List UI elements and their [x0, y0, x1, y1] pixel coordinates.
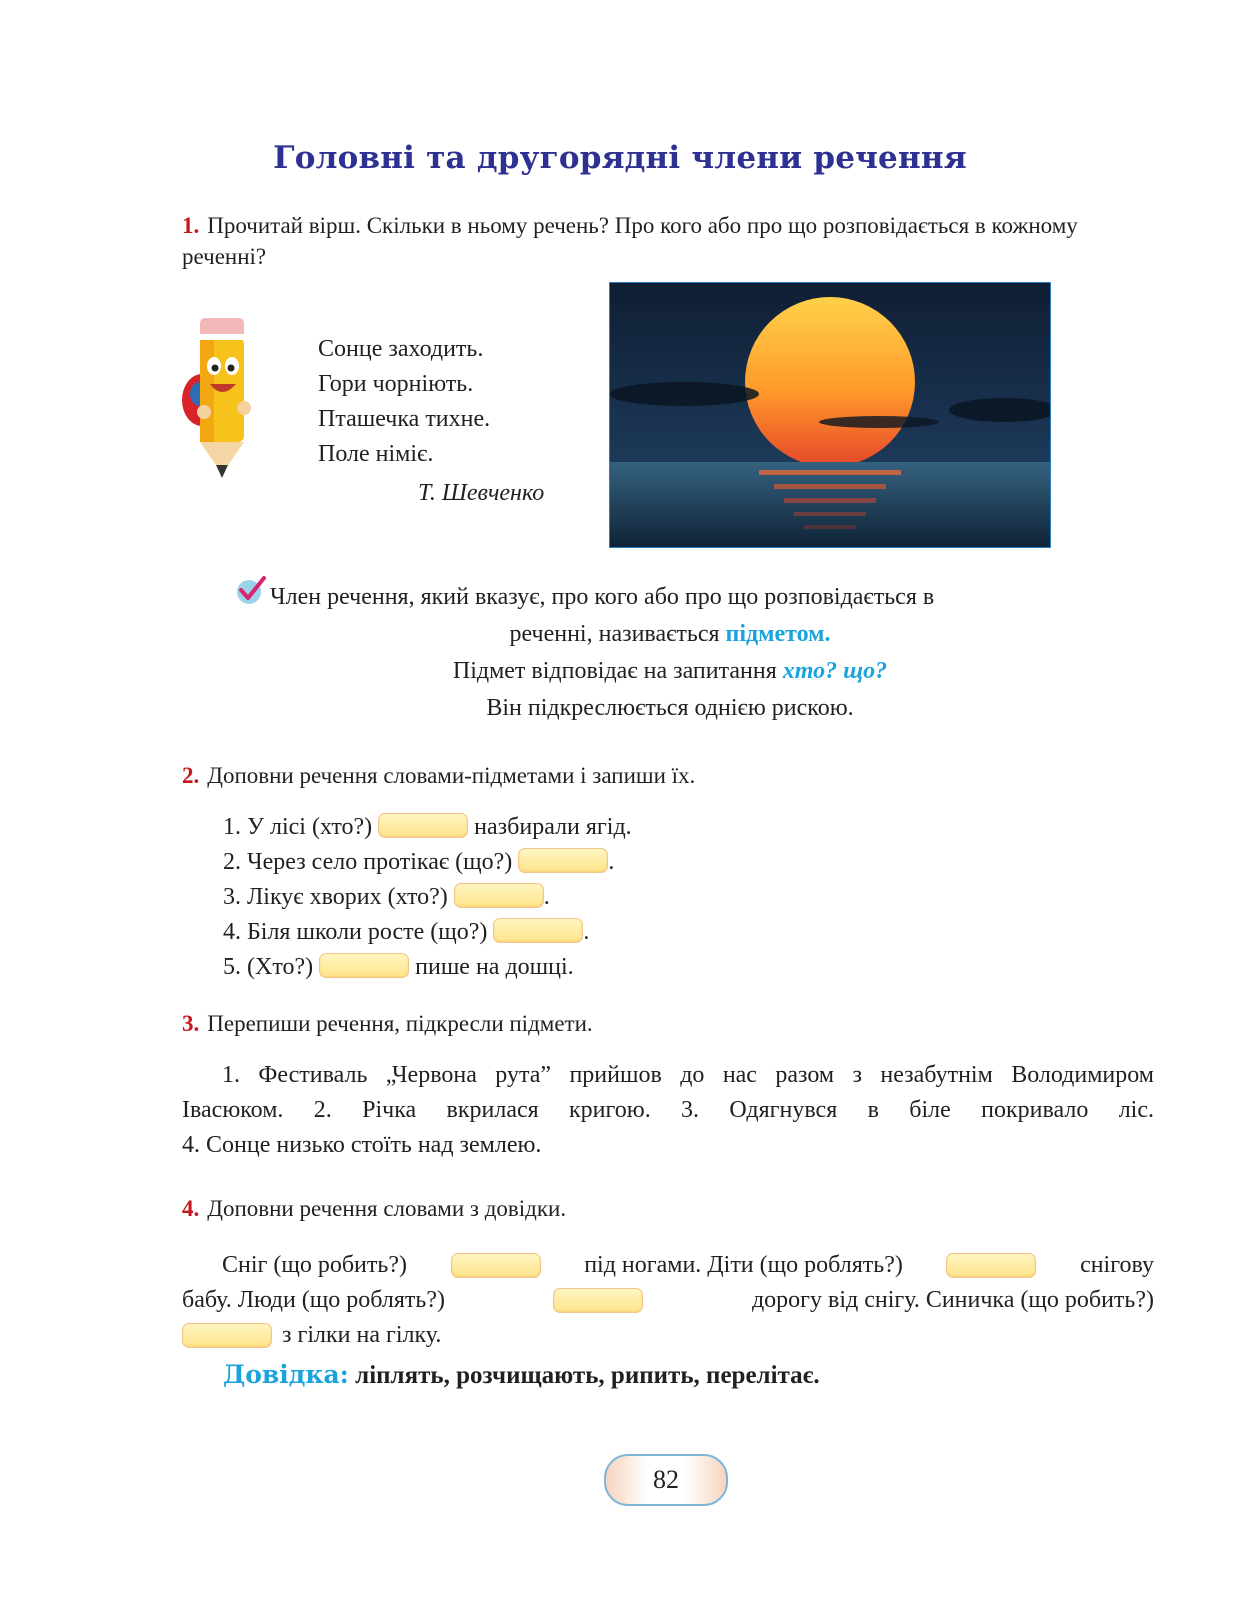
list-item — [223, 880, 1023, 915]
item-text: (Хто?) — [247, 954, 314, 980]
task-2-list — [223, 810, 1023, 985]
list-item — [223, 810, 1023, 845]
reference-words — [223, 1360, 820, 1390]
list-item — [223, 915, 1023, 950]
answer-blank[interactable] — [946, 1253, 1036, 1278]
paragraph-line: Івасюком. 2. Річка вкрилася кригою. 3. Одягнувся в біле покривало ліс. — [182, 1097, 1154, 1123]
task-1-text: Прочитай вірш. Скільки в ньому речень? Про кого або про що розповідається в кожному реченні? — [182, 213, 1078, 269]
reference-list: ліплять, розчищають, рипить, перелітає. — [355, 1362, 820, 1389]
page-number: 82 — [604, 1454, 728, 1506]
poem-line: Сонце заходить. — [318, 336, 484, 362]
subject-questions: хто? що? — [782, 658, 888, 684]
answer-blank[interactable] — [451, 1253, 541, 1278]
sunset-image — [609, 282, 1051, 548]
task-2-text: Доповни речення словами-підметами і запиши їх. — [207, 763, 696, 788]
checkmark-icon — [235, 574, 267, 606]
item-text: . — [608, 849, 615, 875]
item-text: . — [583, 919, 590, 945]
item-number: 1. — [223, 814, 241, 840]
item-text: пише на дошці. — [415, 954, 574, 980]
task-3-text: Перепиши речення, підкресли підмети. — [207, 1011, 593, 1036]
sentence-text: дорогу від снігу. Синичка (що робить?) — [751, 1287, 1154, 1313]
item-number: 2. — [223, 849, 241, 875]
poem-line: Пташечка тихне. — [318, 406, 491, 432]
item-text: . — [543, 884, 550, 910]
answer-blank[interactable] — [319, 953, 409, 978]
task-4-text-block — [182, 1248, 1154, 1353]
item-text: У лісі (хто?) — [247, 814, 373, 840]
task-1-instruction — [182, 210, 1157, 272]
pencil-mascot — [178, 308, 260, 484]
answer-blank[interactable] — [378, 813, 468, 838]
sentence-text: бабу. Люди (що роблять?) — [182, 1287, 445, 1313]
sentence-text: снігову — [1080, 1252, 1154, 1278]
rule-text: реченні, називається — [509, 621, 726, 647]
task-2-number: 2. — [182, 763, 200, 788]
item-text: Лікує хворих (хто?) — [247, 884, 448, 910]
item-text: назбирали ягід. — [474, 814, 632, 840]
term-subject: підметом. — [725, 621, 831, 647]
paragraph-line: 1. Фестиваль „Червона рута” прийшов до нас разом з незабутнім Володимиром — [222, 1062, 1154, 1088]
answer-blank[interactable] — [182, 1323, 272, 1348]
item-number: 5. — [223, 954, 241, 980]
answer-blank[interactable] — [518, 848, 608, 873]
poem-line: Поле німіє. — [318, 441, 434, 467]
item-text: Через село протікає (що?) — [247, 849, 513, 875]
answer-blank[interactable] — [454, 883, 544, 908]
task-3-text-block — [182, 1058, 1154, 1163]
list-item — [223, 950, 1023, 985]
paragraph-line — [182, 1283, 1154, 1318]
rule-line-3 — [0, 653, 1240, 690]
poem — [318, 332, 490, 472]
paragraph-line — [182, 1318, 1154, 1353]
item-text: Біля школи росте (що?) — [247, 919, 488, 945]
rule-line-2 — [0, 616, 1240, 653]
task-4-number: 4. — [182, 1196, 200, 1221]
reference-label: Довідка: — [223, 1360, 349, 1389]
item-number: 4. — [223, 919, 241, 945]
paragraph-line: 4. Сонце низько стоїть над землею. — [182, 1132, 542, 1158]
poem-line: Гори чорніють. — [318, 371, 474, 397]
sentence-text: з гілки на гілку. — [282, 1322, 442, 1348]
rule-line-4: Він підкреслюється однією рискою. — [486, 695, 854, 721]
answer-blank[interactable] — [493, 918, 583, 943]
poem-author: Т. Шевченко — [418, 480, 545, 506]
sentence-text: Сніг (що робить?) — [222, 1252, 407, 1278]
task-3-number: 3. — [182, 1011, 200, 1036]
item-number: 3. — [223, 884, 241, 910]
task-2-instruction — [182, 760, 1157, 791]
sentence-text: під ногами. Діти (що роблять?) — [584, 1252, 903, 1278]
answer-blank[interactable] — [553, 1288, 643, 1313]
list-item — [223, 845, 1023, 880]
task-4-text: Доповни речення словами з довідки. — [207, 1196, 567, 1221]
rule-line-1: Член речення, який вказує, про кого або про що розповідається в — [270, 584, 935, 610]
rule-text: Підмет відповідає на запитання — [452, 658, 783, 684]
task-4-instruction — [182, 1193, 1157, 1224]
task-3-instruction — [182, 1008, 1157, 1039]
page-title: Головні та другорядні члени речення — [273, 140, 967, 176]
paragraph-line — [182, 1248, 1154, 1283]
task-1-number: 1. — [182, 213, 200, 238]
